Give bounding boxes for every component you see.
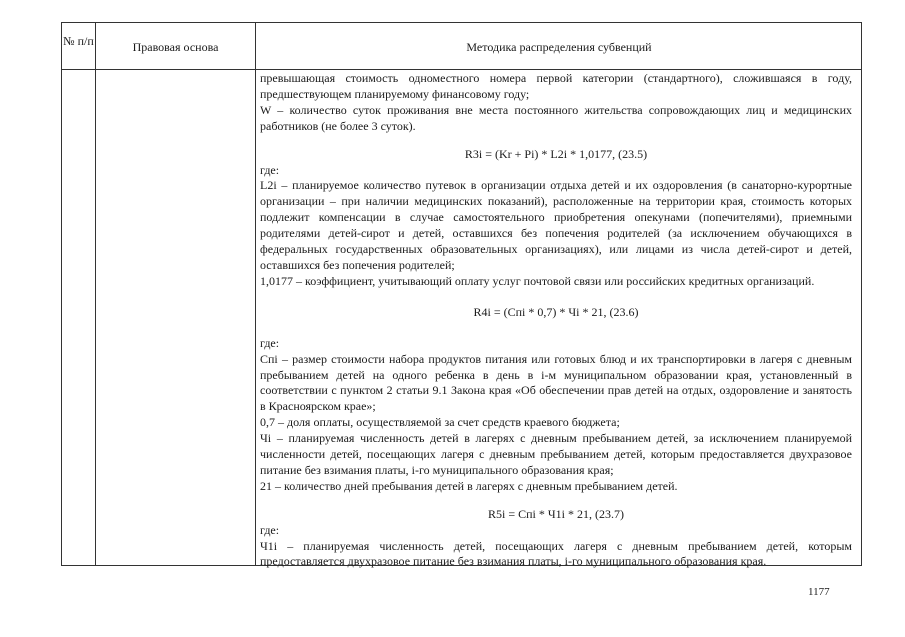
column-divider [255,22,256,566]
where-label: где: [260,162,280,177]
paragraph: L2i – планируемое количество путевок в организации отдыха детей и их оздоровления (в санаторно-курортные организации – при наличии медицинских показаний), расположенные на территории края, стоимость которых подлежит компенсации в случае самостоятельного приобретения опекунами (попечителями), приемными родителями детей-сирот и детей, оставшихся без попечения родителей (за исключением обучающихся в федеральных государственных образовательных организациях), или лицами из числа детей-сирот и детей, оставшихся без попечения родителей; [260,178,852,272]
header-legal-basis: Правовая основа [132,40,219,54]
paragraph: Чi – планируемая численность детей в лагерях с дневным пребыванием детей, за исключением планируемой численности детей, посещающих лагеря с дневным пребыванием детей, которым предоставляется двухразовое питание без взимания платы, i-го муниципального образования края; [260,431,852,477]
header-methodology: Методика распределения субвенций [466,40,652,54]
where-label: где: [260,522,280,537]
formula-23-6: R4i = (Cпi * 0,7) * Чi * 21, (23.6) [473,304,639,319]
column-divider [95,22,96,566]
header-number-column: № п/п [63,34,94,48]
page-number: 1177 [808,586,830,598]
paragraph: Cпi – размер стоимости набора продуктов питания или готовых блюд и их транспортировки в лагеря с дневным пребыванием детей на одного ребенка в день в i-м муниципальном образовании края, установленный в соответствии с пунктом 2 статьи 9.1 Закона края «Об обеспечении прав детей на отдых, оздоровление и занятость в Красноярском крае»; [260,351,852,414]
methodology-text [260,71,852,570]
paragraph: Ч1i – планируемая численность детей, посещающих лагеря с дневным пребыванием детей, которым предоставляется двухразовое питание без взимания платы, i-го муниципального образования края. [260,538,852,569]
paragraph: 21 – количество дней пребывания детей в лагерях с дневным пребыванием детей. [260,478,678,493]
header-divider [61,69,862,70]
formula-23-5: R3i = (Kr + Pi) * L2i * 1,0177, (23.5) [464,146,648,161]
formula-23-7: R5i = Cпi * Ч1i * 21, (23.7) [488,506,624,521]
paragraph: W – количество суток проживания вне места постоянного жительства сопровождающих лиц и медицинских работников (не более 3 суток). [260,102,852,133]
paragraph: превышающая стоимость одноместного номера первой категории (стандартного), сложившаяся в году, предшествующем планируемому финансовому году; [260,71,852,101]
paragraph: 0,7 – доля оплаты, осуществляемой за счет средств краевого бюджета; [260,415,620,430]
where-label: где: [260,335,280,350]
paragraph: 1,0177 – коэффициент, учитывающий оплату услуг почтовой связи или российских кредитных организаций. [260,273,815,288]
